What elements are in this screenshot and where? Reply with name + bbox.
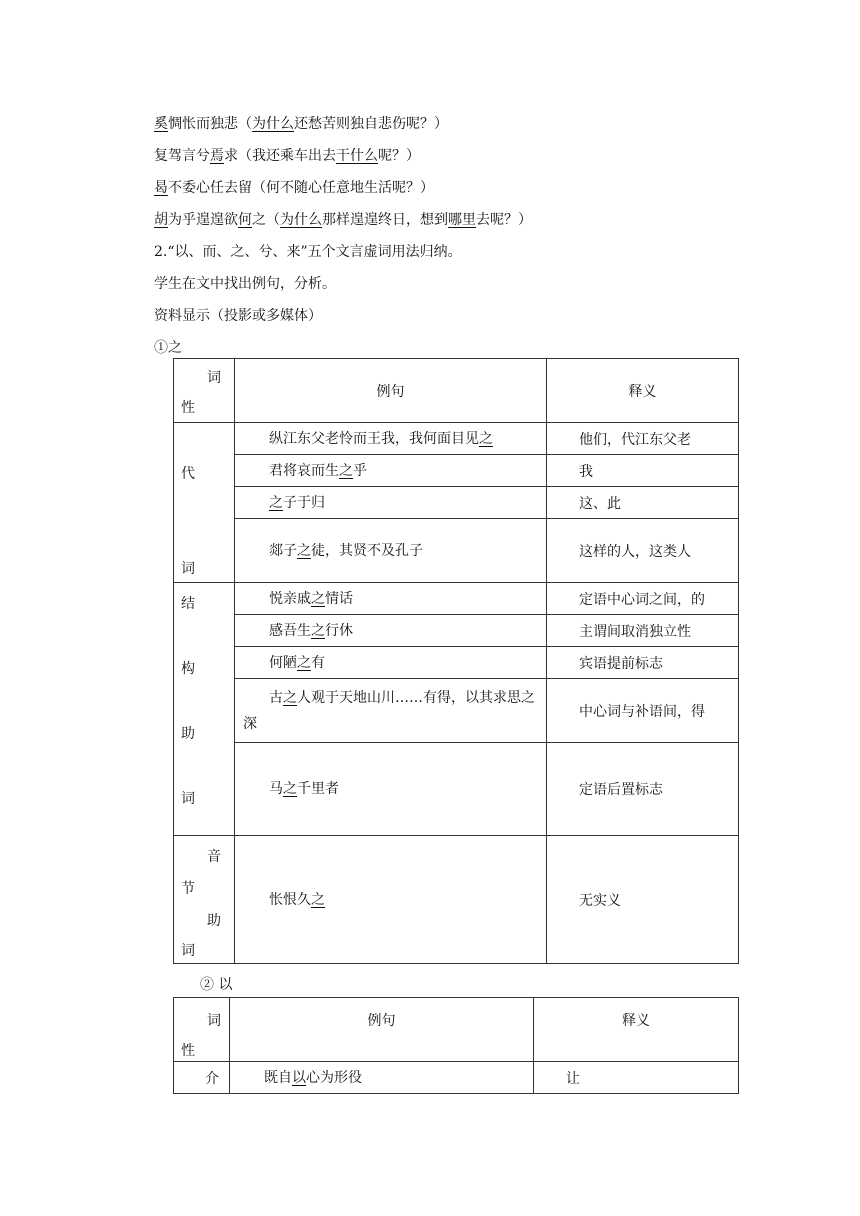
example-cell: 感吾生之行休 — [235, 615, 547, 647]
pos-syllabic-cell — [174, 836, 235, 964]
example-cell: 纵江东父老怜而王我，我何面目见之 — [235, 423, 547, 455]
table-row — [174, 1062, 739, 1094]
table-row — [174, 836, 739, 964]
subheading-zhi: ①之 — [154, 340, 182, 356]
example-cell: 既自以心为形役 — [230, 1062, 534, 1094]
text-line-4 — [154, 209, 532, 231]
underlined-word: 焉 — [210, 148, 224, 164]
pos-preposition-cell: 介 — [174, 1062, 230, 1094]
header-pos-char: 性 — [181, 1043, 195, 1059]
meaning-cell: 他们，代江东父老 — [547, 423, 739, 455]
header-meaning-cell: 释义 — [547, 359, 739, 423]
table-row — [174, 519, 739, 583]
text-segment: 还愁苦则独自悲伤呢？） — [294, 116, 448, 132]
table-yi — [173, 997, 739, 1094]
table-row — [174, 743, 739, 836]
underlined-word: 哪里 — [448, 212, 476, 228]
underlined-word: 之 — [311, 590, 325, 607]
text-segment: 为乎遑遑欲 — [168, 212, 238, 228]
underlined-word: 之 — [311, 622, 325, 639]
meaning-cell: 让 — [534, 1062, 739, 1094]
pos-char: 结 — [181, 596, 195, 612]
pos-char: 词 — [181, 943, 195, 959]
text-segment: 求（我还乘车出去 — [224, 148, 336, 164]
table-zhi — [173, 358, 739, 964]
text-line-2 — [154, 145, 420, 167]
underlined-word: 之 — [283, 689, 297, 706]
header-pos-char: 词 — [207, 370, 221, 386]
header-pos-cell — [174, 359, 235, 423]
text-segment: 复驾言兮 — [154, 148, 210, 164]
example-cell: 之子于归 — [235, 487, 547, 519]
meaning-cell: 定语中心词之间，的 — [547, 583, 739, 615]
example-cell: 怅恨久之 — [235, 836, 547, 964]
table-row — [174, 455, 739, 487]
underlined-word: 之 — [479, 430, 493, 447]
pos-structural-cell — [174, 583, 235, 836]
header-pos-char: 性 — [181, 400, 195, 416]
underlined-word: 之 — [339, 462, 353, 479]
text-line-3 — [154, 177, 434, 199]
meaning-cell: 宾语提前标志 — [547, 647, 739, 679]
material-note: 资料显示（投影或多媒体） — [154, 308, 322, 324]
pos-char: 构 — [181, 661, 195, 677]
table-header-row — [174, 359, 739, 423]
example-cell: 何陋之有 — [235, 647, 547, 679]
pos-char: 代 — [181, 466, 195, 482]
meaning-cell: 这样的人，这类人 — [547, 519, 739, 583]
pos-pronoun-cell — [174, 423, 235, 583]
table-row — [174, 487, 739, 519]
underlined-word: 之 — [283, 781, 297, 797]
meaning-cell: 中心词与补语间，得 — [547, 679, 739, 743]
header-example-cell: 例句 — [235, 359, 547, 423]
header-pos-char: 词 — [207, 1013, 221, 1029]
example-cell: 悦亲戚之情话 — [235, 583, 547, 615]
meaning-cell: 我 — [547, 455, 739, 487]
instruction-text: 学生在文中找出例句，分析。 — [154, 276, 336, 292]
text-segment: 去呢？） — [476, 212, 532, 228]
table-header-row — [174, 998, 739, 1062]
pos-char: 音 — [207, 849, 221, 865]
text-segment: 之（ — [252, 212, 280, 228]
text-segment: 惆怅而独悲（ — [168, 116, 252, 132]
table-row — [174, 679, 739, 743]
meaning-cell: 定语后置标志 — [547, 743, 739, 836]
underlined-word: 以 — [292, 1069, 306, 1086]
header-example-cell: 例句 — [230, 998, 534, 1062]
underlined-word: 之 — [297, 542, 311, 559]
pos-char: 助 — [181, 726, 195, 742]
pos-char: 词 — [181, 561, 195, 577]
text-line-1 — [154, 113, 448, 135]
underlined-word: 之 — [269, 494, 283, 511]
meaning-cell: 主谓间取消独立性 — [547, 615, 739, 647]
underlined-word: 之 — [311, 891, 325, 908]
text-segment: 呢？） — [378, 148, 420, 164]
text-segment: 那样遑遑终日，想到 — [322, 212, 448, 228]
text-segment: 不委心任去留（何不随心任意地生活呢？） — [168, 180, 434, 196]
underlined-word: 为什么 — [252, 116, 294, 132]
underlined-word: 之 — [297, 654, 311, 671]
underlined-word: 胡 — [154, 212, 168, 228]
table-row — [174, 423, 739, 455]
header-pos-cell — [174, 998, 230, 1062]
underlined-word: 干什么 — [336, 148, 378, 164]
underlined-word: 为什么 — [280, 212, 322, 228]
meaning-cell: 这、此 — [547, 487, 739, 519]
section-heading-particles: 2.“以、而、之、兮、来”五个文言虚词用法归纳。 — [154, 244, 462, 260]
header-meaning-cell: 释义 — [534, 998, 739, 1062]
pos-char: 助 — [207, 913, 221, 929]
table-row — [174, 647, 739, 679]
pos-char: 节 — [181, 881, 195, 897]
subheading-yi: ② 以 — [200, 977, 233, 993]
underlined-word: 何 — [238, 212, 252, 228]
underlined-word: 曷 — [154, 180, 168, 196]
example-cell: 郯子之徒，其贤不及孔子 — [235, 519, 547, 583]
underlined-word: 奚 — [154, 116, 168, 132]
example-cell: 君将哀而生之乎 — [235, 455, 547, 487]
meaning-cell: 无实义 — [547, 836, 739, 964]
table-row — [174, 583, 739, 615]
pos-char: 词 — [181, 791, 195, 807]
table-row — [174, 615, 739, 647]
example-cell: 马之千里者 — [235, 743, 547, 836]
example-cell: 古之人观于天地山川……有得，以其求思之深 — [235, 679, 547, 743]
